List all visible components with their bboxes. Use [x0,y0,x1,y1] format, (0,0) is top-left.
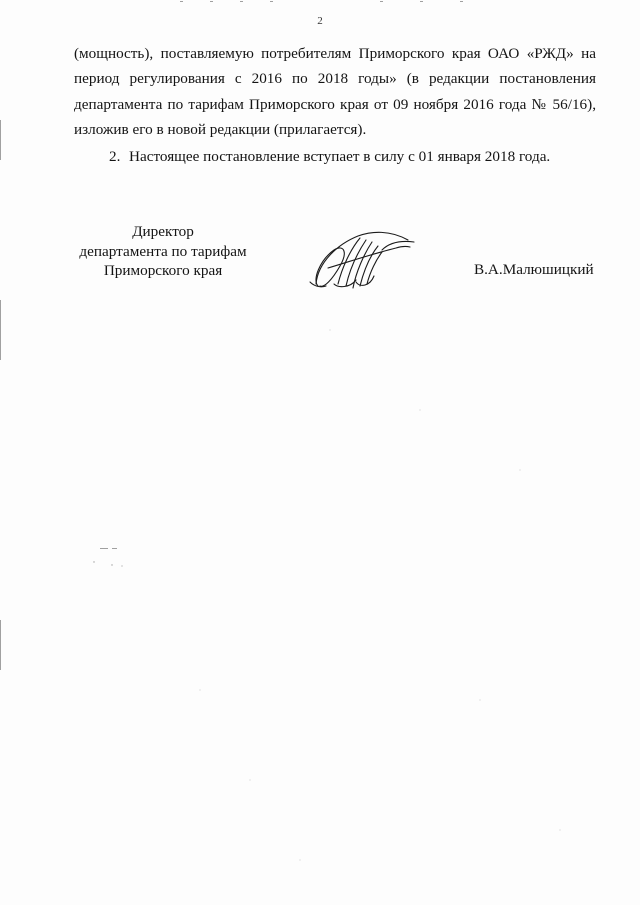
item-number: 2. [109,148,121,166]
document-body [74,41,596,169]
signatory-title [70,222,256,281]
handwritten-signature [298,222,418,298]
numbered-item-2 [109,144,596,169]
paragraph-line: (мощность), поставляемую потребителям Приморского края ОАО «РЖД» на [74,45,596,62]
paragraph-line: департамента по тарифам Приморского края от 09 ноября 2016 года № 56/16), [74,95,596,113]
page-number: 2 [317,15,323,27]
signatory-title-line: департамента по тарифам [79,242,247,260]
paragraph-line: период регулирования с 2016 по 2018 годы» (в редакции постановления [74,70,596,88]
signatory-title-line: Приморского края [103,262,223,279]
signatory-title-line: Директор [132,223,194,240]
signatory-name: В.А.Малюшицкий [474,261,594,278]
paragraph-line: изложив его в новой редакции (прилагается). [74,120,367,138]
item-text: Настоящее постановление вступает в силу с 01 января 2018 года. [129,148,551,166]
paragraph-continuation [74,41,596,142]
